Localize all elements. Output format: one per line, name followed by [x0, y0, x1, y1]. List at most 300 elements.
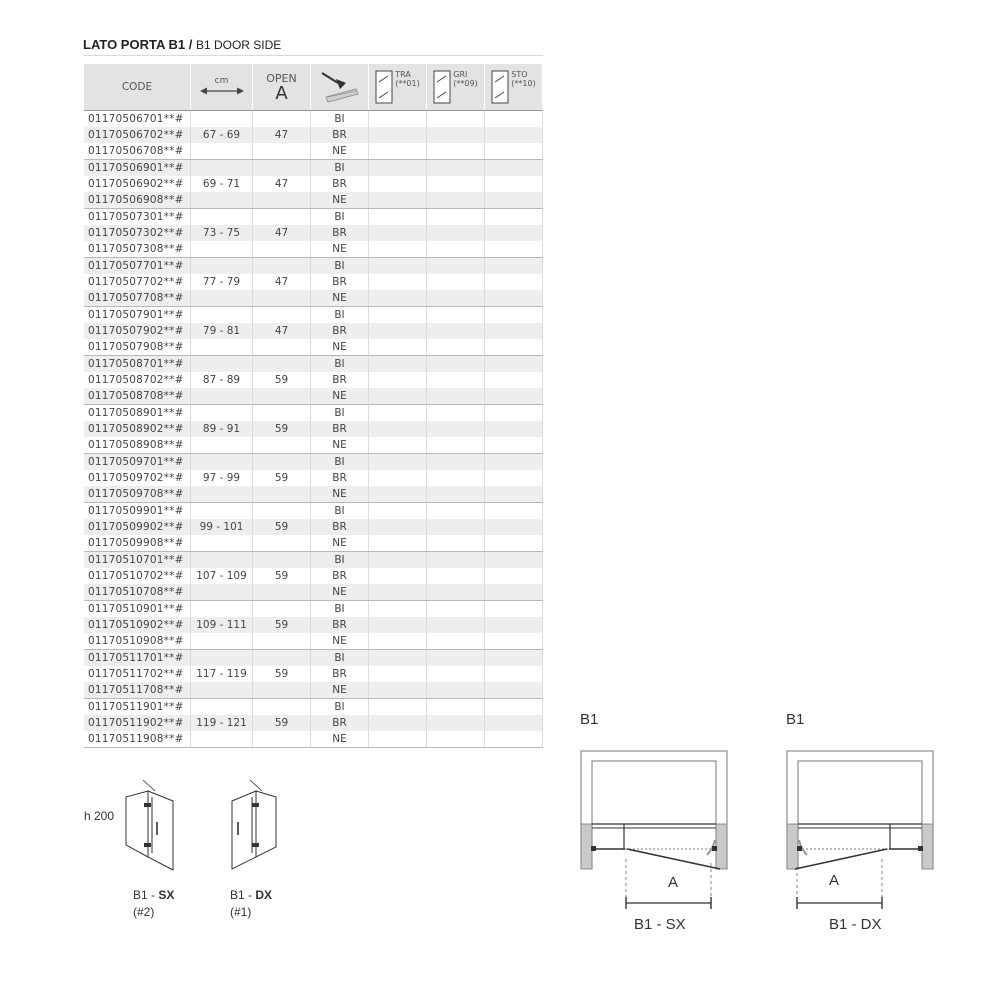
sto-cell [485, 633, 543, 650]
glass-clear-icon [375, 70, 393, 104]
table-row [84, 258, 543, 275]
gri-cell [427, 666, 485, 682]
gri-cell [427, 356, 485, 373]
sto-cell [485, 715, 543, 731]
open-cell: 59 [253, 568, 311, 584]
table-row [84, 339, 543, 356]
finish-cell: BI [311, 160, 369, 177]
gri-cell [427, 388, 485, 405]
width-cell [191, 143, 253, 160]
gri-cell [427, 699, 485, 716]
finish-cell: NE [311, 339, 369, 356]
title-slash: / [188, 37, 193, 52]
open-cell [253, 160, 311, 177]
width-cell [191, 209, 253, 226]
sto-cell [485, 307, 543, 324]
width-cell [191, 192, 253, 209]
open-cell [253, 388, 311, 405]
open-cell [253, 111, 311, 128]
plan-sx-diagram [575, 745, 740, 920]
width-cell [191, 388, 253, 405]
open-cell [253, 535, 311, 552]
code-cell: 01170507908**# [84, 339, 191, 356]
gri-cell [427, 421, 485, 437]
width-cell: 117 - 119 [191, 666, 253, 682]
open-cell [253, 552, 311, 569]
code-cell: 01170511708**# [84, 682, 191, 699]
code-cell: 01170507301**# [84, 209, 191, 226]
door-sx-sketch [118, 777, 188, 877]
plan-dx-opening-label: A [829, 872, 840, 889]
finish-cell: BI [311, 454, 369, 471]
table-row [84, 715, 543, 731]
gri-cell [427, 127, 485, 143]
width-cell: 97 - 99 [191, 470, 253, 486]
width-cell [191, 454, 253, 471]
glass-printed-icon [491, 70, 509, 104]
gri-cell [427, 339, 485, 356]
table-row [84, 650, 543, 667]
table-row [84, 290, 543, 307]
sto-cell [485, 470, 543, 486]
code-cell: 01170508901**# [84, 405, 191, 422]
sto-cell [485, 617, 543, 633]
code-cell: 01170508701**# [84, 356, 191, 373]
plan-sx-opening-label: A [668, 874, 679, 891]
code-cell: 01170506902**# [84, 176, 191, 192]
open-cell: 47 [253, 323, 311, 339]
gri-cell [427, 552, 485, 569]
finish-cell: BI [311, 258, 369, 275]
tra-cell [369, 519, 427, 535]
width-cell: 99 - 101 [191, 519, 253, 535]
code-cell: 01170510708**# [84, 584, 191, 601]
sto-cell [485, 682, 543, 699]
finish-cell: BI [311, 699, 369, 716]
width-cell [191, 552, 253, 569]
finish-cell: BI [311, 209, 369, 226]
table-row [84, 503, 543, 520]
code-cell: 01170510701**# [84, 552, 191, 569]
sto-cell [485, 225, 543, 241]
finish-cell: NE [311, 731, 369, 748]
finish-cell: BR [311, 470, 369, 486]
open-cell: 59 [253, 519, 311, 535]
finish-cell: BI [311, 601, 369, 618]
table-row [84, 731, 543, 748]
table-row [84, 535, 543, 552]
gri-cell [427, 486, 485, 503]
width-cell: 87 - 89 [191, 372, 253, 388]
gri-cell [427, 437, 485, 454]
table-row [84, 421, 543, 437]
gri-cell [427, 650, 485, 667]
gri-cell [427, 372, 485, 388]
width-cell: 119 - 121 [191, 715, 253, 731]
sto-cell [485, 584, 543, 601]
code-cell: 01170509908**# [84, 535, 191, 552]
tra-cell [369, 388, 427, 405]
width-cell [191, 339, 253, 356]
table-row [84, 307, 543, 324]
finish-cell: BI [311, 650, 369, 667]
finish-cell: NE [311, 535, 369, 552]
table-row [84, 111, 543, 128]
sto-cell [485, 535, 543, 552]
code-cell: 01170509901**# [84, 503, 191, 520]
finish-cell: BI [311, 552, 369, 569]
width-cell [191, 111, 253, 128]
title-rule [83, 55, 543, 56]
finish-cell: BI [311, 503, 369, 520]
tra-cell [369, 601, 427, 618]
tra-cell [369, 454, 427, 471]
finish-cell: BR [311, 127, 369, 143]
width-cell: 109 - 111 [191, 617, 253, 633]
code-cell: 01170509708**# [84, 486, 191, 503]
gri-cell [427, 307, 485, 324]
gri-cell [427, 143, 485, 160]
tra-cell [369, 372, 427, 388]
finish-cell: BR [311, 372, 369, 388]
tra-cell [369, 666, 427, 682]
open-cell: 59 [253, 715, 311, 731]
tra-cell [369, 470, 427, 486]
tra-cell [369, 535, 427, 552]
open-cell: 47 [253, 176, 311, 192]
header-glass-gri: GRI (**09) [427, 64, 485, 111]
header-code: CODE [84, 64, 191, 111]
width-cell [191, 601, 253, 618]
width-cell: 67 - 69 [191, 127, 253, 143]
table-row [84, 388, 543, 405]
open-cell: 59 [253, 666, 311, 682]
plan-sx-caption: B1 - SX [634, 916, 686, 933]
sto-cell [485, 323, 543, 339]
finish-cell: BR [311, 225, 369, 241]
sto-cell [485, 731, 543, 748]
sto-cell [485, 421, 543, 437]
gri-cell [427, 731, 485, 748]
gri-cell [427, 323, 485, 339]
header-width: cm [191, 64, 253, 111]
finish-cell: BR [311, 568, 369, 584]
table-row [84, 519, 543, 535]
gri-cell [427, 192, 485, 209]
table-row [84, 470, 543, 486]
sto-cell [485, 437, 543, 454]
header-glass-tra: TRA (**01) [369, 64, 427, 111]
table-row [84, 633, 543, 650]
sto-cell [485, 519, 543, 535]
width-cell: 69 - 71 [191, 176, 253, 192]
tra-cell [369, 650, 427, 667]
tra-cell [369, 568, 427, 584]
tra-cell [369, 176, 427, 192]
table-row [84, 209, 543, 226]
section-title [83, 37, 281, 52]
open-cell: 59 [253, 421, 311, 437]
finish-cell: NE [311, 486, 369, 503]
table-row [84, 176, 543, 192]
glass-grey-icon [433, 70, 451, 104]
tra-cell [369, 731, 427, 748]
table-row [84, 356, 543, 373]
gri-cell [427, 601, 485, 618]
sto-cell [485, 601, 543, 618]
finish-cell: BR [311, 274, 369, 290]
sto-cell [485, 209, 543, 226]
width-cell [191, 437, 253, 454]
finish-cell: NE [311, 290, 369, 307]
tra-cell [369, 143, 427, 160]
plan-dx-title: B1 [786, 711, 805, 728]
door-dx-caption: B1 - DX (#1) [230, 888, 273, 919]
table-row [84, 552, 543, 569]
finish-cell: NE [311, 241, 369, 258]
table-row [84, 454, 543, 471]
open-cell [253, 209, 311, 226]
sto-cell [485, 127, 543, 143]
code-cell: 01170506901**# [84, 160, 191, 177]
sto-cell [485, 111, 543, 128]
table-row [84, 405, 543, 422]
plan-dx-caption: B1 - DX [829, 916, 882, 933]
open-cell [253, 633, 311, 650]
tra-cell [369, 290, 427, 307]
tra-cell [369, 715, 427, 731]
sto-cell [485, 405, 543, 422]
open-cell [253, 339, 311, 356]
sto-cell [485, 666, 543, 682]
gri-cell [427, 111, 485, 128]
gri-cell [427, 519, 485, 535]
tra-cell [369, 437, 427, 454]
width-cell: 77 - 79 [191, 274, 253, 290]
open-cell: 47 [253, 225, 311, 241]
open-cell [253, 503, 311, 520]
code-cell: 01170511702**# [84, 666, 191, 682]
gri-cell [427, 290, 485, 307]
table-row [84, 568, 543, 584]
gri-cell [427, 258, 485, 275]
code-cell: 01170507302**# [84, 225, 191, 241]
open-cell [253, 356, 311, 373]
title-bold: LATO PORTA B1 [83, 37, 186, 52]
open-cell [253, 437, 311, 454]
sto-cell [485, 241, 543, 258]
width-cell: 89 - 91 [191, 421, 253, 437]
table-header-row [84, 64, 543, 111]
tra-cell [369, 552, 427, 569]
finish-cell: BI [311, 111, 369, 128]
gri-cell [427, 617, 485, 633]
code-cell: 01170507701**# [84, 258, 191, 275]
width-cell [191, 160, 253, 177]
width-cell [191, 356, 253, 373]
table-row [84, 127, 543, 143]
table-row [84, 160, 543, 177]
tra-cell [369, 633, 427, 650]
table-row [84, 584, 543, 601]
width-cell [191, 633, 253, 650]
tra-cell [369, 241, 427, 258]
table-row [84, 192, 543, 209]
code-cell: 01170511701**# [84, 650, 191, 667]
table-row [84, 225, 543, 241]
code-cell: 01170511908**# [84, 731, 191, 748]
sto-cell [485, 388, 543, 405]
open-cell [253, 731, 311, 748]
tra-cell [369, 356, 427, 373]
height-label: h 200 [84, 809, 115, 823]
open-cell [253, 192, 311, 209]
open-cell [253, 682, 311, 699]
open-cell: 47 [253, 127, 311, 143]
tra-cell [369, 339, 427, 356]
width-cell [191, 699, 253, 716]
gri-cell [427, 454, 485, 471]
code-cell: 01170506908**# [84, 192, 191, 209]
sto-cell [485, 650, 543, 667]
code-cell: 01170510901**# [84, 601, 191, 618]
code-cell: 01170509902**# [84, 519, 191, 535]
table-row [84, 437, 543, 454]
sto-cell [485, 339, 543, 356]
width-cell: 73 - 75 [191, 225, 253, 241]
tra-cell [369, 225, 427, 241]
sto-cell [485, 274, 543, 290]
open-cell [253, 601, 311, 618]
code-cell: 01170506702**# [84, 127, 191, 143]
tra-cell [369, 486, 427, 503]
width-cell [191, 405, 253, 422]
sto-cell [485, 552, 543, 569]
finish-cell: BI [311, 405, 369, 422]
open-cell [253, 405, 311, 422]
tra-cell [369, 209, 427, 226]
finish-cell: NE [311, 192, 369, 209]
sto-cell [485, 258, 543, 275]
door-dx-sketch [218, 777, 288, 877]
finish-cell: NE [311, 633, 369, 650]
code-cell: 01170507702**# [84, 274, 191, 290]
gri-cell [427, 503, 485, 520]
open-cell [253, 241, 311, 258]
sto-cell [485, 568, 543, 584]
table-row [84, 274, 543, 290]
width-cell [191, 307, 253, 324]
finish-cell: BI [311, 307, 369, 324]
table-row [84, 323, 543, 339]
gri-cell [427, 682, 485, 699]
finish-cell: BR [311, 323, 369, 339]
open-cell [253, 699, 311, 716]
sto-cell [485, 356, 543, 373]
code-cell: 01170506701**# [84, 111, 191, 128]
sto-cell [485, 486, 543, 503]
finish-cell: BR [311, 715, 369, 731]
tra-cell [369, 584, 427, 601]
tra-cell [369, 160, 427, 177]
gri-cell [427, 176, 485, 192]
gri-cell [427, 568, 485, 584]
finish-cell: NE [311, 437, 369, 454]
finish-cell: BI [311, 356, 369, 373]
code-cell: 01170508902**# [84, 421, 191, 437]
table-body [84, 111, 543, 748]
gri-cell [427, 470, 485, 486]
width-cell [191, 535, 253, 552]
code-cell: 01170508702**# [84, 372, 191, 388]
tra-cell [369, 192, 427, 209]
tra-cell [369, 258, 427, 275]
finish-cell: NE [311, 143, 369, 160]
header-glass-sto: STO (**10) [485, 64, 543, 111]
open-cell [253, 307, 311, 324]
plan-dx-diagram [781, 745, 946, 920]
sto-cell [485, 372, 543, 388]
gri-cell [427, 633, 485, 650]
open-cell: 59 [253, 617, 311, 633]
open-cell [253, 486, 311, 503]
gri-cell [427, 274, 485, 290]
table-row [84, 666, 543, 682]
table-row [84, 682, 543, 699]
tra-cell [369, 421, 427, 437]
open-cell [253, 650, 311, 667]
code-cell: 01170511901**# [84, 699, 191, 716]
open-cell [253, 454, 311, 471]
profile-finish-icon [318, 67, 362, 105]
open-cell [253, 290, 311, 307]
finish-cell: BR [311, 666, 369, 682]
code-cell: 01170506708**# [84, 143, 191, 160]
product-code-table [84, 64, 543, 748]
gri-cell [427, 405, 485, 422]
finish-cell: BR [311, 176, 369, 192]
width-cell [191, 486, 253, 503]
gri-cell [427, 715, 485, 731]
sto-cell [485, 454, 543, 471]
width-cell [191, 682, 253, 699]
code-cell: 01170507708**# [84, 290, 191, 307]
width-cell [191, 258, 253, 275]
width-cell [191, 241, 253, 258]
code-cell: 01170508708**# [84, 388, 191, 405]
title-light: B1 DOOR SIDE [195, 38, 282, 52]
finish-cell: NE [311, 388, 369, 405]
tra-cell [369, 503, 427, 520]
finish-cell: BR [311, 519, 369, 535]
tra-cell [369, 682, 427, 699]
tra-cell [369, 405, 427, 422]
code-cell: 01170509702**# [84, 470, 191, 486]
gri-cell [427, 535, 485, 552]
code-cell: 01170507902**# [84, 323, 191, 339]
width-arrows-icon [200, 86, 244, 96]
gri-cell [427, 241, 485, 258]
sto-cell [485, 503, 543, 520]
open-cell [253, 258, 311, 275]
width-cell: 107 - 109 [191, 568, 253, 584]
gri-cell [427, 225, 485, 241]
sto-cell [485, 290, 543, 307]
width-cell: 79 - 81 [191, 323, 253, 339]
tra-cell [369, 111, 427, 128]
width-cell [191, 650, 253, 667]
tra-cell [369, 127, 427, 143]
